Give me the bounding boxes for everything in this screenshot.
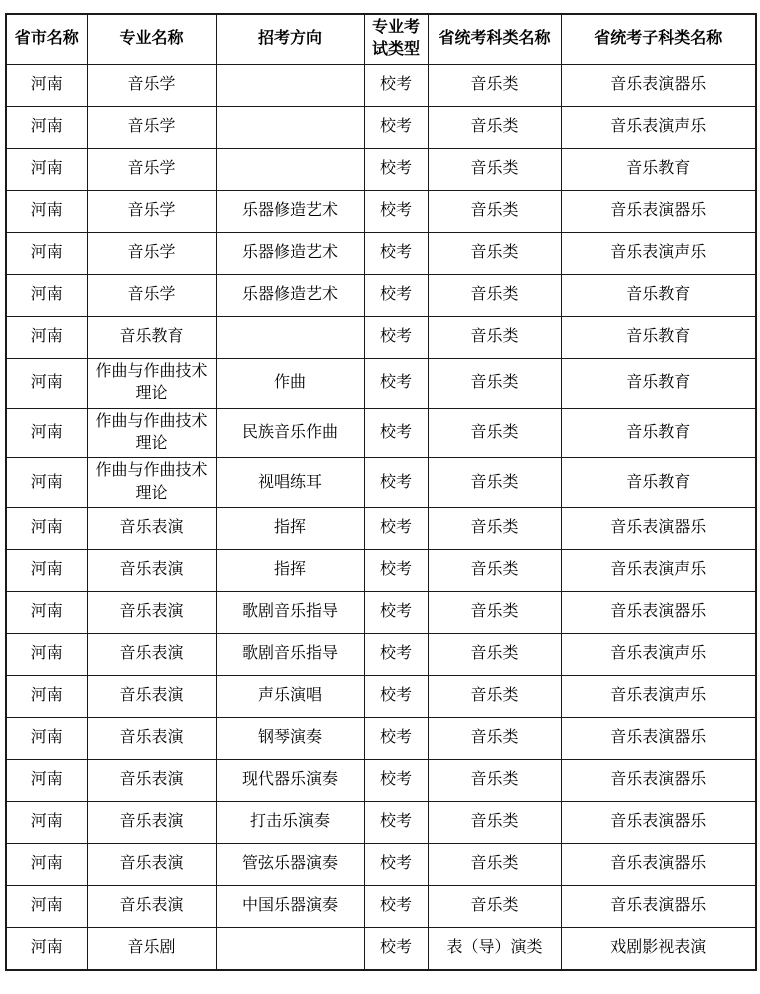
table-cell: 作曲与作曲技术理论 [87,458,216,508]
table-cell: 中国乐器演奏 [216,886,364,928]
table-cell: 戏剧影视表演 [561,928,756,970]
table-row [6,634,756,676]
table-cell [216,928,364,970]
table-cell: 河南 [6,190,87,232]
table-row [6,64,756,106]
table-cell: 音乐表演声乐 [561,550,756,592]
table-cell: 打击乐演奏 [216,802,364,844]
table-cell: 音乐剧 [87,928,216,970]
table-row [6,802,756,844]
table-cell: 音乐表演 [87,886,216,928]
table-cell [216,106,364,148]
table-row [6,458,756,508]
table-cell: 音乐类 [428,634,561,676]
table-cell: 河南 [6,358,87,408]
table-cell: 校考 [364,718,428,760]
table-cell: 河南 [6,676,87,718]
table-cell: 民族音乐作曲 [216,408,364,458]
table-row [6,508,756,550]
table-cell: 河南 [6,718,87,760]
table-cell: 乐器修造艺术 [216,190,364,232]
table-cell: 音乐学 [87,232,216,274]
table-cell: 校考 [364,232,428,274]
table-cell: 音乐表演 [87,592,216,634]
table-cell: 钢琴演奏 [216,718,364,760]
table-cell: 河南 [6,508,87,550]
table-cell: 音乐类 [428,508,561,550]
table-cell: 校考 [364,106,428,148]
table-cell: 音乐类 [428,190,561,232]
table-cell: 乐器修造艺术 [216,232,364,274]
table-cell: 音乐教育 [561,274,756,316]
table-cell: 音乐学 [87,190,216,232]
table-cell: 校考 [364,928,428,970]
table-cell: 校考 [364,676,428,718]
table-cell: 指挥 [216,508,364,550]
table-cell: 音乐表演声乐 [561,676,756,718]
table-cell: 校考 [364,760,428,802]
table-cell [216,148,364,190]
table-cell: 音乐学 [87,274,216,316]
table-cell: 表（导）演类 [428,928,561,970]
table-cell: 音乐类 [428,802,561,844]
table-cell: 校考 [364,458,428,508]
table-cell: 音乐表演器乐 [561,592,756,634]
column-header-2: 专业名称 [87,14,216,64]
table-cell: 校考 [364,886,428,928]
table-cell: 音乐类 [428,676,561,718]
table-cell: 音乐表演声乐 [561,232,756,274]
table-cell: 现代器乐演奏 [216,760,364,802]
table-cell: 音乐类 [428,148,561,190]
table-cell: 音乐表演 [87,844,216,886]
table-cell: 音乐教育 [561,408,756,458]
table-cell: 音乐教育 [561,316,756,358]
table-cell: 音乐类 [428,760,561,802]
table-cell: 音乐表演器乐 [561,844,756,886]
table-cell: 音乐表演器乐 [561,718,756,760]
table-cell: 音乐表演器乐 [561,64,756,106]
table-row [6,844,756,886]
table-cell: 河南 [6,802,87,844]
table-cell: 指挥 [216,550,364,592]
table-cell: 河南 [6,232,87,274]
column-header-5: 省统考科类名称 [428,14,561,64]
table-cell: 音乐表演 [87,676,216,718]
table-cell: 音乐表演器乐 [561,802,756,844]
table-cell: 音乐表演 [87,508,216,550]
table-cell [216,316,364,358]
table-cell: 校考 [364,316,428,358]
table-row [6,550,756,592]
table-cell: 音乐学 [87,148,216,190]
table-cell: 河南 [6,274,87,316]
table-row [6,928,756,970]
table-cell: 校考 [364,148,428,190]
table-row [6,760,756,802]
table-cell: 音乐类 [428,592,561,634]
table-cell: 音乐教育 [87,316,216,358]
table-cell: 校考 [364,550,428,592]
table-cell: 校考 [364,634,428,676]
table-cell: 音乐教育 [561,458,756,508]
table-cell: 音乐类 [428,64,561,106]
table-cell: 音乐表演器乐 [561,760,756,802]
table-cell [216,64,364,106]
table-row [6,718,756,760]
table-cell: 音乐表演器乐 [561,190,756,232]
table-cell: 音乐类 [428,886,561,928]
table-cell: 音乐类 [428,232,561,274]
table-cell: 管弦乐器演奏 [216,844,364,886]
table-row [6,358,756,408]
table-cell: 音乐类 [428,550,561,592]
column-header-6: 省统考子科类名称 [561,14,756,64]
table-cell: 校考 [364,508,428,550]
table-cell: 校考 [364,64,428,106]
table-cell: 歌剧音乐指导 [216,592,364,634]
table-cell: 音乐教育 [561,358,756,408]
table-cell: 河南 [6,592,87,634]
table-cell: 音乐表演 [87,718,216,760]
table-cell: 校考 [364,358,428,408]
table-cell: 音乐类 [428,274,561,316]
table-cell: 音乐表演器乐 [561,508,756,550]
table-cell: 作曲 [216,358,364,408]
table-cell: 河南 [6,408,87,458]
table-cell: 校考 [364,592,428,634]
table-cell: 校考 [364,844,428,886]
table-row [6,676,756,718]
column-header-3: 招考方向 [216,14,364,64]
table-row [6,190,756,232]
table-cell: 校考 [364,408,428,458]
table-cell: 河南 [6,316,87,358]
admissions-table [5,13,757,971]
table-cell: 校考 [364,274,428,316]
table-cell: 视唱练耳 [216,458,364,508]
table-cell: 音乐表演声乐 [561,106,756,148]
table-cell: 音乐表演 [87,634,216,676]
table-cell: 河南 [6,458,87,508]
table-row [6,232,756,274]
table-cell: 音乐类 [428,718,561,760]
table-row [6,592,756,634]
table-cell: 河南 [6,928,87,970]
table-cell: 音乐类 [428,408,561,458]
table-cell: 声乐演唱 [216,676,364,718]
table-cell: 音乐类 [428,316,561,358]
table-cell: 音乐学 [87,64,216,106]
table-body [6,64,756,969]
table-cell: 校考 [364,190,428,232]
table-cell: 音乐表演器乐 [561,886,756,928]
table-row [6,408,756,458]
table-header [6,14,756,64]
table-cell: 校考 [364,802,428,844]
table-cell: 乐器修造艺术 [216,274,364,316]
table-cell: 音乐类 [428,458,561,508]
table-row [6,148,756,190]
table-cell: 音乐教育 [561,148,756,190]
table-cell: 河南 [6,760,87,802]
table-cell: 河南 [6,64,87,106]
table-cell: 河南 [6,634,87,676]
table-row [6,886,756,928]
table-header-row [6,14,756,64]
table-cell: 音乐表演 [87,550,216,592]
table-cell: 河南 [6,886,87,928]
table-cell: 河南 [6,550,87,592]
column-header-4: 专业考试类型 [364,14,428,64]
table-cell: 河南 [6,844,87,886]
table-cell: 音乐类 [428,844,561,886]
table-cell: 音乐表演 [87,802,216,844]
table-cell: 河南 [6,148,87,190]
table-cell: 音乐表演 [87,760,216,802]
table-cell: 作曲与作曲技术理论 [87,408,216,458]
table-row [6,316,756,358]
table-cell: 音乐学 [87,106,216,148]
table-cell: 歌剧音乐指导 [216,634,364,676]
table-cell: 音乐类 [428,358,561,408]
table-cell: 音乐表演声乐 [561,634,756,676]
table-cell: 作曲与作曲技术理论 [87,358,216,408]
table-row [6,106,756,148]
table-cell: 音乐类 [428,106,561,148]
table-cell: 河南 [6,106,87,148]
table-row [6,274,756,316]
column-header-1: 省市名称 [6,14,87,64]
